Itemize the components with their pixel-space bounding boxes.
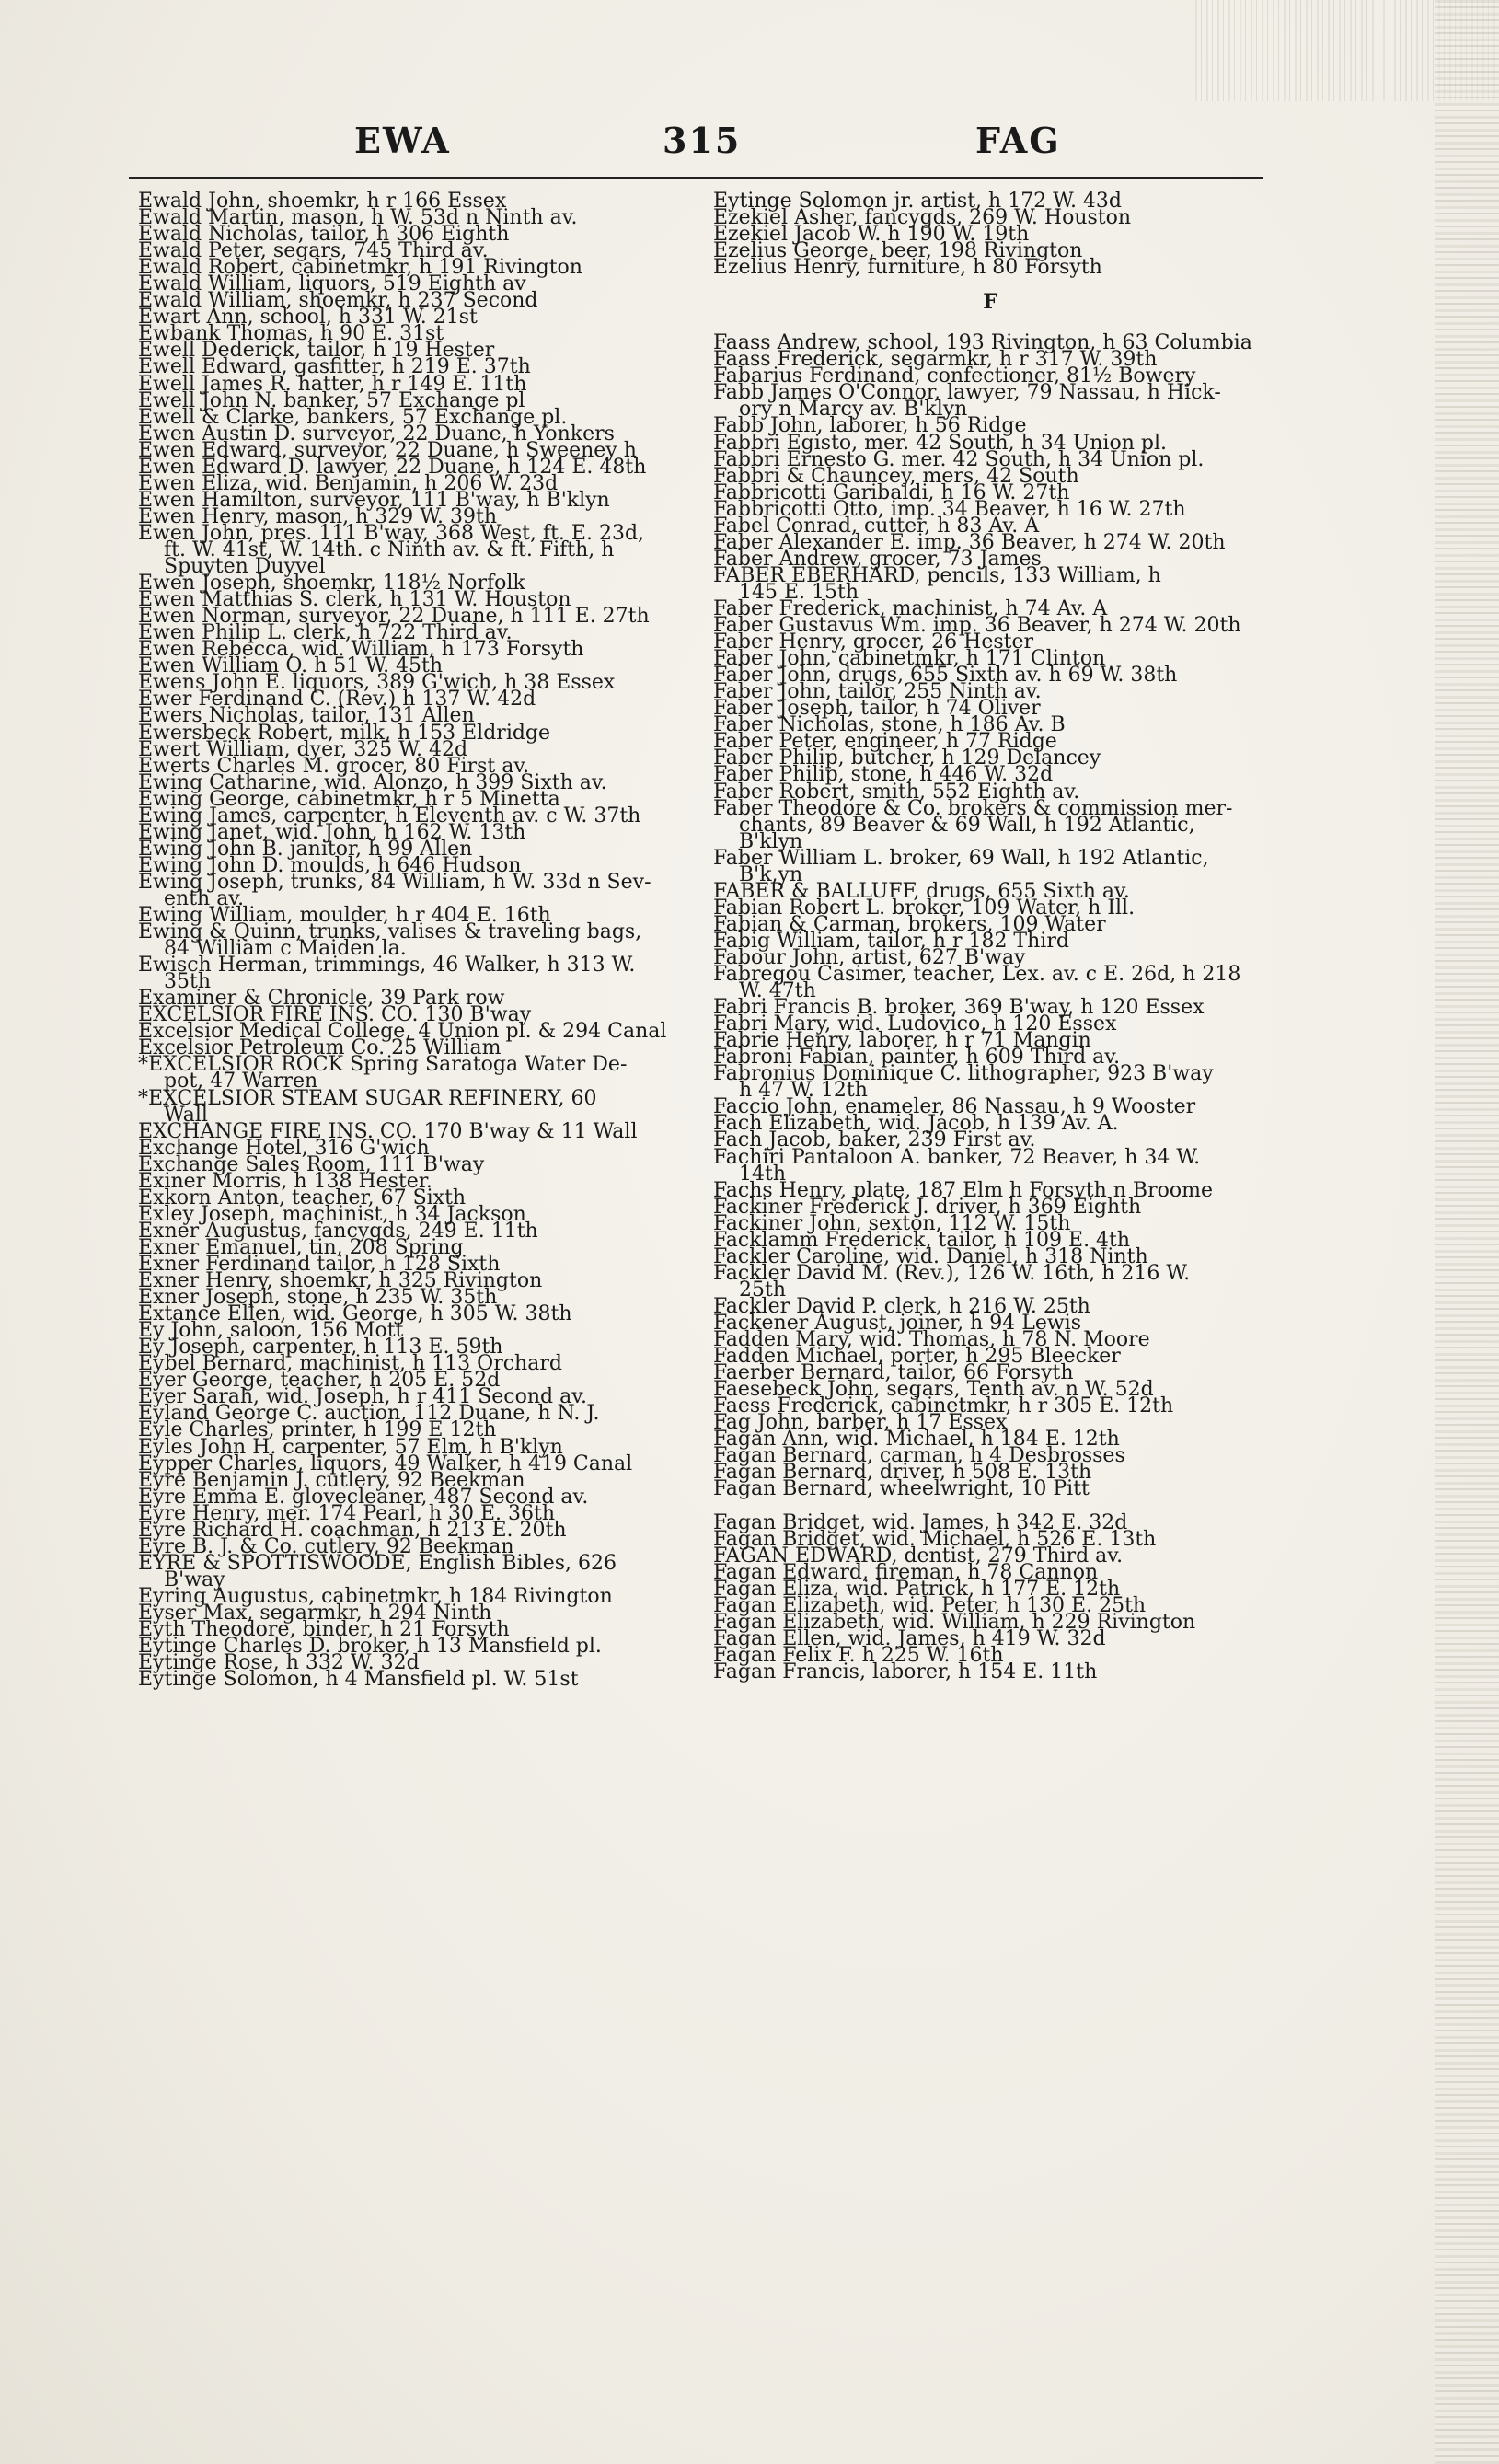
directory-entry: Ewen Edward D. lawyer, 22 Duane, h 124 E. 48th [138, 455, 647, 479]
directory-entry: Fabbri & Chauncey, mers, 42 South [713, 464, 1079, 488]
directory-entry-continuation: pot, 47 Warren [164, 1070, 318, 1093]
directory-entry: Fagan Ann, wid. Michael, h 184 E. 12th [713, 1428, 1120, 1452]
directory-entry: Eyre Benjamin J. cutlery, 92 Beekman [138, 1468, 525, 1492]
directory-entry: Fagan Bernard, wheelwright, 10 Pitt [713, 1477, 1090, 1501]
directory-entry: Ewen Edward, surveyor, 22 Duane, h Sweeney h [138, 438, 637, 462]
directory-entry: Fackiner Frederick J. driver, h 369 Eighth [713, 1195, 1142, 1219]
directory-entry: Fagan Elizabeth, wid. Peter, h 130 E. 25th [713, 1593, 1147, 1617]
directory-entry: Ewald Peter, segars, 745 Third av. [138, 239, 489, 263]
directory-entry: Eyland George C. auction, 112 Duane, h N. J. [138, 1402, 600, 1426]
directory-entry: Ewald John, shoemkr, h r 166 Essex [138, 190, 507, 213]
directory-entry: Faber Gustavus Wm. imp. 36 Beaver, h 274 W. 20th [713, 614, 1241, 638]
header-left-guide-word: EWA [354, 120, 451, 161]
directory-entry: Ewen Joseph, shoemkr, 118½ Norfolk [138, 572, 525, 596]
section-letter-heading: F [983, 290, 997, 315]
directory-entry: Facklamm Frederick, tailor, h 109 E. 4th [713, 1228, 1131, 1252]
directory-entry: Faber Nicholas, stone, h 186 Av. B [713, 713, 1066, 737]
directory-entry: Ewell John N. banker, 57 Exchange pl [138, 388, 525, 412]
directory-entry: Ewing George, cabinetmkr, h r 5 Minetta [138, 787, 560, 811]
directory-entry: Faber Joseph, tailor, h 74 Oliver [713, 697, 1041, 721]
directory-entry: Eytinge Solomon jr. artist, h 172 W. 43d [713, 190, 1123, 213]
directory-entry: Ewen Austin D. surveyor, 22 Duane, h Yonkers [138, 422, 615, 445]
right-column [713, 190, 1267, 1683]
directory-entry: Fabbricotti Otto, imp. 34 Beaver, h 16 W. 27th [713, 497, 1186, 521]
directory-entry-continuation: 84 William c Maiden la. [164, 937, 407, 961]
directory-entry: Eyser Max, segarmkr, h 294 Ninth [138, 1601, 492, 1625]
directory-entry: Extance Ellen, wid. George, h 305 W. 38th [138, 1302, 572, 1326]
directory-entry-continuation: B'way [164, 1567, 225, 1591]
directory-entry-continuation: enth av. [164, 886, 245, 910]
directory-entry: FABER & BALLUFF, drugs, 655 Sixth av. [713, 879, 1130, 903]
directory-entry: Fabb James O'Connor, lawyer, 79 Nassau, h Hick- [713, 381, 1221, 405]
directory-entry: Fadden Michael, porter, h 295 Bleecker [713, 1345, 1121, 1369]
directory-entry: Eytinge Charles D. broker, h 13 Mansfield pl. [138, 1635, 602, 1659]
directory-entry: Ey John, saloon, 156 Mott [138, 1319, 404, 1343]
header-rule [129, 177, 1263, 179]
directory-entry: Eyre Emma E. glovecleaner, 487 Second av. [138, 1485, 589, 1509]
directory-entry: Faber John, cabinetmkr, h 171 Clinton [713, 647, 1106, 671]
directory-entry: Eyer Sarah, wid. Joseph, h r 411 Second av. [138, 1385, 588, 1409]
directory-entry: Fabig William, tailor, h r 182 Third [713, 929, 1069, 953]
directory-entry: Ezelius Henry, furniture, h 80 Forsyth [713, 256, 1102, 280]
directory-entry: Fachiri Pantaloon A. banker, 72 Beaver, h 34 W. [713, 1145, 1201, 1169]
directory-entry: Fabian Robert L. broker, 109 Water, h Ill. [713, 896, 1136, 920]
header-right-guide-word: FAG [975, 120, 1061, 161]
directory-entry: Faber Peter, engineer, h 77 Ridge [713, 730, 1057, 754]
directory-entry: Fagan Bridget, wid. Michael, h 526 E. 13th [713, 1527, 1157, 1551]
directory-entry: Fabri Francis B. broker, 369 B'way, h 120 Essex [713, 996, 1205, 1020]
directory-entry: Faass Andrew, school, 193 Rivington, h 63 Columbia [713, 331, 1252, 355]
directory-entry-continuation: 14th [739, 1162, 787, 1186]
directory-entry: Fabrie Henry, laborer, h r 71 Mangin [713, 1029, 1091, 1053]
directory-entry-continuation: B'klyn [739, 829, 803, 853]
directory-entry: Faber Theodore & Co. brokers & commission mer- [713, 796, 1233, 820]
directory-entry: Eypper Charles, liquors, 49 Walker, h 419 Canal [138, 1452, 633, 1475]
scan-noise-edge [1435, 0, 1499, 2464]
directory-entry: Ewen Rebecca, wid. William, h 173 Forsyth [138, 638, 584, 662]
directory-entry-continuation: h 47 W. 12th [739, 1079, 868, 1103]
directory-entry: Examiner & Chronicle, 39 Park row [138, 987, 505, 1011]
directory-entry: FAGAN EDWARD, dentist, 279 Third av. [713, 1544, 1124, 1567]
directory-entry: Fackener August, joiner, h 94 Lewis [713, 1312, 1081, 1335]
directory-entry: Exner Ferdinand tailor, h 128 Sixth [138, 1253, 501, 1276]
directory-entry: Ewing Catharine, wid. Alonzo, h 399 Sixth av. [138, 770, 607, 794]
directory-entry: Faber Alexander E. imp. 36 Beaver, h 274 W. 20th [713, 530, 1226, 554]
directory-entry: Fagan Ellen, wid. James, h 419 W. 32d [713, 1626, 1106, 1650]
directory-entry: Faccio John, enameler, 86 Nassau, h 9 Wooster [713, 1095, 1196, 1119]
directory-entry: Ewer Ferdinand C. (Rev.) h 137 W. 42d [138, 688, 536, 711]
directory-entry: Ewisch Herman, trimmings, 46 Walker, h 313 W. [138, 954, 636, 978]
directory-entry: Ewald William, shoemkr, h 237 Second [138, 289, 538, 313]
directory-entry: Fagan Bridget, wid. James, h 342 E. 32d [713, 1510, 1128, 1534]
directory-entry: Eyring Augustus, cabinetmkr, h 184 Rivington [138, 1584, 613, 1608]
directory-entry: Eyle Charles, printer, h 199 E 12th [138, 1418, 497, 1442]
directory-entry: Ezekiel Asher, fancygds, 269 W. Houston [713, 206, 1132, 230]
directory-entry: Faesebeck John, segars, Tenth av. n W. 52d [713, 1378, 1154, 1402]
directory-entry: Excelsior Medical College, 4 Union pl. & 294 Canal [138, 1020, 667, 1044]
directory-entry: Ewald Robert, cabinetmkr, h 191 Rivington [138, 256, 582, 280]
directory-entry: Ewing William, moulder, h r 404 E. 16th [138, 904, 551, 928]
directory-entry: Fabregou Casimer, teacher, Lex. av. c E. 26d, h 218 [713, 963, 1241, 987]
directory-entry: Eytinge Rose, h 332 W. 32d [138, 1651, 420, 1675]
directory-entry: Ewen Hamilton, surveyor, 111 B'way, h B'klyn [138, 488, 610, 512]
directory-entry: Ewing Joseph, trunks, 84 William, h W. 33d n Sev- [138, 870, 651, 894]
directory-entry-continuation: ory n Marcy av. B'klyn [739, 398, 968, 422]
directory-entry: Exiner Morris, h 138 Hester. [138, 1169, 432, 1193]
directory-entry: Excelsior Petroleum Co. 25 William [138, 1036, 502, 1060]
directory-entry: Eytinge Solomon, h 4 Mansfield pl. W. 51st [138, 1668, 579, 1692]
directory-entry: Fach Elizabeth, wid. Jacob, h 139 Av. A. [713, 1112, 1119, 1136]
directory-entry: Exkorn Anton, teacher, 67 Sixth [138, 1186, 467, 1209]
directory-entry: Fackler David M. (Rev.), 126 W. 16th, h 216 W. [713, 1261, 1191, 1285]
directory-entry: Exchange Sales Room, 111 B'way [138, 1152, 485, 1176]
directory-entry-continuation: 35th [164, 970, 212, 994]
right-column-entries [713, 331, 1267, 1683]
directory-entry: Faber John, drugs, 655 Sixth av. h 69 W. 38th [713, 664, 1178, 688]
directory-entry: Fabbricotti Garibaldi, h 16 W. 27th [713, 480, 1070, 504]
directory-entry: Fackler David P. clerk, h 216 W. 25th [713, 1294, 1090, 1318]
directory-entry: Exchange Hotel, 316 G'wich [138, 1136, 430, 1160]
directory-entry: Fag John, barber, h 17 Essex [713, 1411, 1008, 1435]
directory-entry: Fabel Conrad, cutter, h 83 Av. A [713, 514, 1040, 538]
directory-entry: *EXCELSIOR STEAM SUGAR REFINERY, 60 [138, 1086, 597, 1110]
directory-entry: Ewersbeck Robert, milk, h 153 Eldridge [138, 721, 551, 745]
directory-entry: Faerber Bernard, tailor, 66 Forsyth [713, 1361, 1074, 1385]
directory-entry: Ewing John D. moulds, h 646 Hudson [138, 853, 522, 877]
directory-entry: Fagan Felix F. h 225 W. 16th [713, 1643, 1004, 1667]
directory-entry: Fagan Bernard, carman, h 4 Desbrosses [713, 1444, 1125, 1468]
directory-entry: Fabb John, laborer, h 56 Ridge [713, 414, 1027, 438]
directory-entry: Faass Frederick, segarmkr, h r 317 W. 39th [713, 348, 1158, 372]
directory-entry: Ewen William O. h 51 W. 45th [138, 654, 444, 678]
directory-entry: Ewerts Charles M. grocer, 80 First av. [138, 754, 530, 778]
directory-entry: Ewen Norman, surveyor, 22 Duane, h 111 E. 27th [138, 605, 650, 629]
directory-entry: Faber Philip, butcher, h 129 Delancey [713, 746, 1101, 770]
directory-entry: Ewing Janet, wid. John, h 162 W. 13th [138, 820, 526, 844]
directory-entry: Ewen John, pres. 111 B'way, 368 West, ft. E. 23d, [138, 521, 645, 545]
directory-entry: Fackler Caroline, wid. Daniel, h 318 Ninth [713, 1244, 1148, 1268]
directory-entry-continuation: B'k,yn [739, 862, 803, 886]
directory-entry: Fach Jacob, baker, 239 First av. [713, 1128, 1036, 1152]
directory-entry: Faess Frederick, cabinetmkr, h r 305 E. 12th [713, 1394, 1174, 1418]
page-header [129, 120, 1251, 175]
directory-entry: *EXCELSIOR ROCK Spring Saratoga Water De- [138, 1053, 628, 1077]
directory-entry: Fabroni Fabian, painter, h 609 Third av. [713, 1046, 1121, 1070]
directory-entry: Fadden Mary, wid. Thomas, h 78 N. Moore [713, 1328, 1150, 1352]
directory-entry: Ewbank Thomas, h 90 E. 31st [138, 322, 444, 346]
directory-entry: Eyre Henry, mer. 174 Pearl, h 30 E. 36th [138, 1501, 556, 1525]
directory-entry: Ezekiel Jacob W. h 190 W. 19th [713, 223, 1030, 247]
directory-entry-continuation: 25th [739, 1278, 787, 1301]
directory-entry: Eyles John H. carpenter, 57 Elm, h B'klyn [138, 1435, 563, 1459]
directory-entry: Fabbri Ernesto G. mer. 42 South, h 34 Union pl. [713, 447, 1205, 471]
directory-entry: Fabian & Carman, brokers, 109 Water [713, 912, 1106, 936]
directory-entry: Faber Andrew, grocer, 73 James [713, 547, 1042, 571]
directory-entry: Ewen Philip L. clerk, h 722 Third av. [138, 621, 513, 645]
directory-entry: Ewald Martin, mason, h W. 53d n Ninth av. [138, 206, 578, 230]
directory-entry: Ewell James R. hatter, h r 149 E. 11th [138, 372, 527, 396]
directory-entry: Fabronius Dominique C. lithographer, 923 B'way [713, 1062, 1214, 1086]
directory-entry: Exner Emanuel, tin, 208 Spring [138, 1235, 464, 1259]
directory-entry-continuation: chants, 89 Beaver & 69 Wall, h 192 Atlantic, [739, 813, 1195, 837]
directory-entry: Exner Augustus, fancygds, 249 E. 11th [138, 1219, 538, 1243]
directory-entry: Faber John, tailor, 255 Ninth av. [713, 680, 1042, 704]
directory-entry: Fabri Mary, wid. Ludovico, h 120 Essex [713, 1012, 1117, 1036]
directory-entry: EXCHANGE FIRE INS. CO. 170 B'way & 11 Wall [138, 1119, 638, 1143]
directory-entry: Fackiner John, sexton, 112 W. 15th [713, 1211, 1071, 1235]
directory-entry: EYRE & SPOTTISWOODE, English Bibles, 626 [138, 1551, 617, 1575]
directory-entry: Fabbri Egisto, mer. 42 South, h 34 Union pl. [713, 431, 1167, 455]
directory-entry: Eyer George, teacher, h 205 E. 52d [138, 1369, 501, 1393]
directory-entry: Ewing James, carpenter, h Eleventh av. c W. 37th [138, 804, 641, 827]
directory-entry: EXCELSIOR FIRE INS. CO. 130 B'way [138, 1003, 532, 1027]
directory-entry-continuation: ft. W. 41st, W. 14th. c Ninth av. & ft. Fifth, h [164, 538, 615, 561]
directory-entry: FABER EBERHARD, pencils, 133 William, h [713, 563, 1161, 587]
directory-entry: Ewald William, liquors, 519 Eighth av [138, 272, 526, 296]
directory-entry: Fachs Henry, plate, 187 Elm h Forsyth n Broome [713, 1178, 1213, 1202]
directory-entry: Fabarius Ferdinand, confectioner, 81½ Bowery [713, 364, 1196, 388]
directory-entry: Ewart Ann, school, h 331 W. 21st [138, 306, 478, 330]
directory-entry: Fagan Edward, fireman, h 78 Cannon [713, 1560, 1099, 1584]
directory-entry: Fagan Eliza, wid. Patrick, h 177 E. 12th [713, 1577, 1121, 1601]
directory-entry: Ewell Edward, gasfitter, h 219 E. 37th [138, 355, 531, 379]
directory-entry: Ewing & Quinn, trunks, valises & traveling bags, [138, 920, 642, 944]
directory-entry: Faber Philip, stone, h 446 W. 32d [713, 763, 1054, 787]
directory-entry: Eyth Theodore, binder, h 21 Forsyth [138, 1618, 510, 1642]
directory-entry: Ewen Henry, mason, h 329 W. 39th [138, 504, 498, 528]
directory-entry: Fabour John, artist, 627 B'way [713, 945, 1026, 969]
directory-entry: Fagan Francis, laborer, h 154 E. 11th [713, 1660, 1098, 1683]
directory-entry-continuation: 145 E. 15th [739, 580, 859, 604]
directory-entry-continuation: Spuyten Duyvel [164, 555, 326, 579]
directory-entry: Ewen Matthias S. clerk, h 131 W. Houston [138, 588, 571, 612]
directory-entry: Fagan Elizabeth, wid. William, h 229 Rivington [713, 1610, 1196, 1634]
directory-entry: Faber Henry, grocer, 26 Hester [713, 630, 1034, 654]
directory-entry: Faber William L. broker, 69 Wall, h 192 Atlantic, [713, 846, 1209, 870]
directory-entry: Exley Joseph, machinist, h 34 Jackson [138, 1202, 526, 1226]
directory-entry: Exner Henry, shoemkr, h 325 Rivington [138, 1269, 543, 1293]
directory-entry: Eyre B. J. & Co. cutlery, 92 Beekman [138, 1534, 514, 1558]
directory-entry: Eybel Bernard, machinist, h 113 Orchard [138, 1352, 562, 1376]
directory-entry-continuation: Wall [164, 1103, 208, 1127]
directory-entry: Ewell Dederick, tailor, h 19 Hester [138, 339, 495, 363]
directory-entry: Fagan Bernard, driver, h 508 E. 13th [713, 1461, 1092, 1485]
directory-entry: Faber Frederick, machinist, h 74 Av. A [713, 596, 1108, 620]
directory-entry: Ewert William, dyer, 325 W. 42d [138, 737, 468, 761]
directory-entry: Eyre Richard H. coachman, h 213 E. 20th [138, 1518, 567, 1542]
directory-entry: Ewen Eliza, wid. Benjamin, h 206 W. 23d [138, 471, 559, 495]
directory-entry: Ewens John E. liquors, 389 G'wich, h 38 Essex [138, 671, 616, 695]
directory-entry: Faber Robert, smith, 552 Eighth av. [713, 780, 1080, 804]
directory-entry: Ezelius George, beer, 198 Rivington [713, 239, 1083, 263]
directory-entry: Ewers Nicholas, tailor, 131 Allen [138, 704, 475, 728]
directory-entry: Ewing John B. janitor, h 99 Allen [138, 837, 473, 861]
directory-entry: Ey Joseph, carpenter, h 113 E. 59th [138, 1336, 503, 1359]
left-column [138, 190, 692, 1692]
directory-entry: Ewald Nicholas, tailor, h 306 Eighth [138, 223, 510, 247]
page-number: 315 [663, 120, 742, 161]
right-column-continuation [713, 190, 1267, 280]
directory-entry: Ewell & Clarke, bankers, 57 Exchange pl. [138, 405, 568, 429]
directory-entry: Exner Joseph, stone, h 235 W. 35th [138, 1286, 498, 1310]
directory-entry-continuation: W. 47th [739, 979, 816, 1003]
